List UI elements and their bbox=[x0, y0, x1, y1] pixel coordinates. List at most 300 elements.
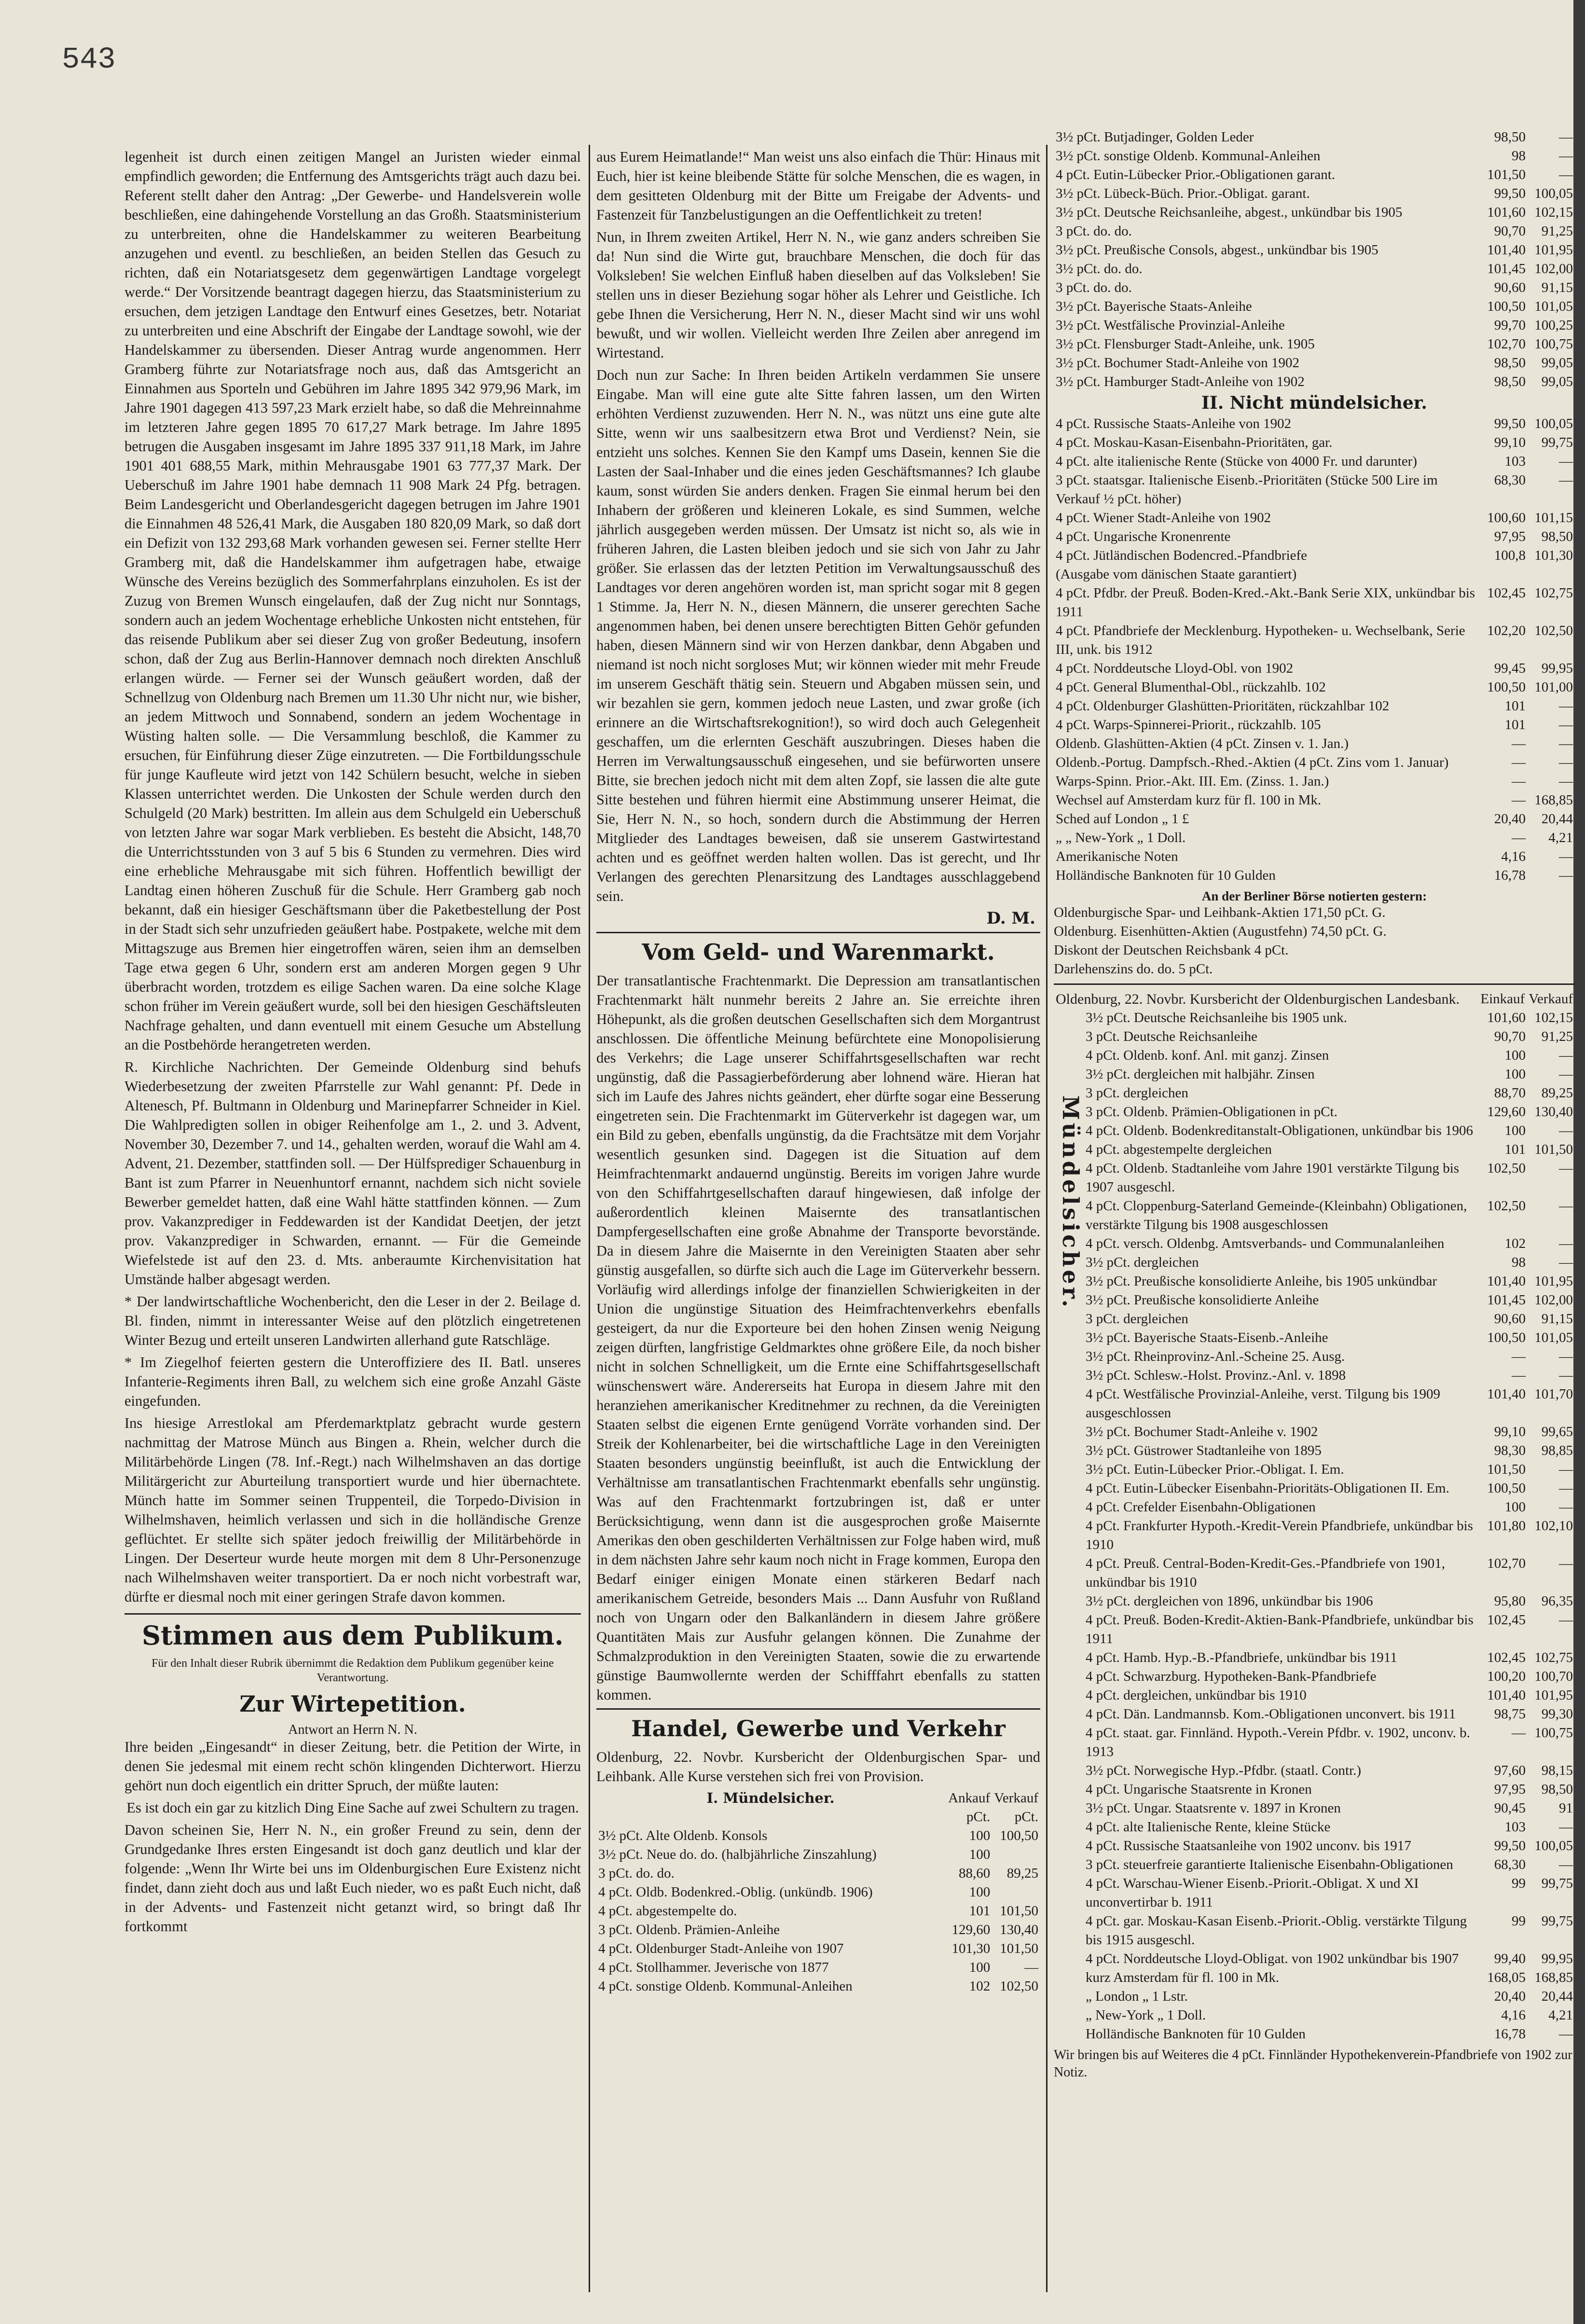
price-sell: — bbox=[1559, 1462, 1573, 1477]
price-buy: 101,60 bbox=[1487, 1010, 1526, 1025]
price-sell: 98,50 bbox=[1541, 529, 1573, 544]
article-notary: legenheit ist durch einen zeitigen Mangel an Juristen wieder einmal empfindlich geworden; die Entfernung des Amtsgerichts trägt auch dazu bei. Referent stellt daher den Antrag: „Der Gewerbe- und Handelsverein wolle beschließen, eine dahingehende Vorstellung an das Großh. Staatsministerium zu unterbreiten, ohne die Handelskammer zu weiteren Bearbeitung anzugehen und eventl. zu beschließen, an beiden Stellen das Gesuch zu richten, daß ein Notariatsgesetz dem gegenwärtigen Landtage vorgelegt werde.“ Der Vorsitzende beantragt dagegen hierzu, das Staatsministerium zu ersuchen, dem jetzigen Landtage den Entwurf eines Gesetzes, betr. Notariat zu unterbreiten und eine Abschrift der Eingabe der Landtage sowohl, wie der Handelskammer zu übersenden. Dieser Antrag wurde angenommen. Herr Gramberg führte zur Notariatsfrage noch aus, daß das Amtsgericht an Einnahmen aus Sporteln und Gebühren im Jahre 1895 342 979,96 Mark, im Jahre 1901 dagegen 413 597,23 Mark erzielt habe, so daß die Mehreinnahme im letzteren Jahre gegen 1895 70 617,27 Mark betrage. Im Jahre 1895 betrugen die Ausgaben insgesamt im Jahre 1895 337 911,18 Mark, im Jahre 1901 401 688,55 Mark, mithin Mehrausgabe 1901 63 777,37 Mark. Der Ueberschuß im Jahre 1901 habe demnach 11 908 Mark 24 Pfg. betragen. Beim Landesgericht und Oberlandesgericht dagegen betrugen im Jahre 1901 die Einnahmen 48 526,41 Mark, die Ausgaben 180 820,09 Mark, so daß dort ein Defizit von 132 293,68 Mark vorhanden gewesen sei. Ferner stellte Herr Gramberg mit, daß die Handelskammer ihm aufgetragen habe, etwaige Wünsche des Vereins bezüglich des Sommerfahrplans einzuholen. Es ist der Zuzug von Bremen Wunsch eingelaufen, daß der Zug nicht nur Sonntags, sondern auch an jedem Wochentage erhebliche Unkosten nicht entstehen, für das reisende Publikum aber sei dieser Zug von großer Bedeutung, insofern schon, daß der Zug aus Berlin-Hannover demnach noch direkten Anschluß erlangen würde. — Ferner sei der Wunsch geäußert worden, daß der Schnellzug von Oldenburg nach Bremen um 11.30 Uhr nicht nur, wie bisher, an jedem Mittwoch und Sonnabend, sondern an jedem Wochentage in Wüsting halten solle. — Die Versammlung beschloß, die Kammer zu ersuchen, für Einführung dieser Züge einzutreten. — Die Fortbildungsschule für junge Kaufleute wird jetzt von 142 Schülern besucht, welche in sieben Klassen unterrichtet werden. Die Unkosten der Schule werden durch den Schulgeld (20 Mark) bestritten. Im allein aus dem Schulgeld ein Ueberschuß von letzten Jahre war sogar Mark verblieben. Es besteht die Absicht, 148,70 die Unterrichtsstunden von 3 auf 5 bis 6 Stunden zu vermehren. Dies wird eine erhebliche Mehrausgabe mit sich führen. Hoffentlich bewilligt der Landtag einen höheren Zuschuß für die Schule. Herr Gramberg gab noch bekannt, daß ein hiesiger Geschäftsmann über die Paketbestellung der Post in der Stadt sich sehr unzufrieden geäußert habe. Postpakete, welche mit dem Mittagszuge aus Bremen hier eingetroffen wären, seien ihm an demselben Tage etwa gegen 6 Uhr, sondern erst am anderen Morgen gegen 9 Uhr überbracht worden, trotzdem es eilige Sachen waren. Da eine solche Klage schon früher im Verein geäußert wurde, soll bei den hiesigen Geschäftsleuten Nachfrage gehalten, und dann eventuell mit einem Gesuche um Abstellung an die Postbehörde herangetreten werden. bbox=[124, 149, 581, 1053]
security-name: 4 pCt. staat. gar. Finnländ. Hypoth.-Verein Pfdbr. v. 1902, unconv. b. 1913 bbox=[1086, 1725, 1470, 1759]
price-sell: — bbox=[1559, 2026, 1573, 2042]
price-sell: 130,40 bbox=[1534, 1104, 1573, 1120]
market-row bbox=[1084, 1328, 1575, 1347]
security-name: 4 pCt. Preuß. Central-Boden-Kredit-Ges.-Pfandbriefe von 1901, unkündbar bis 1910 bbox=[1086, 1556, 1445, 1590]
market-table-mid bbox=[1054, 415, 1575, 885]
market-row bbox=[1054, 316, 1575, 335]
market-row bbox=[1084, 1855, 1575, 1874]
security-name: 3½ pCt. Neue do. do. (halbjährliche Zinszahlung) bbox=[598, 1847, 877, 1862]
price-sell: — bbox=[1559, 1499, 1573, 1515]
price-buy: 100,8 bbox=[1494, 548, 1526, 563]
market-row bbox=[1054, 716, 1575, 734]
price-sell: 91,15 bbox=[1541, 280, 1573, 295]
petition-para-1: Ihre beiden „Eingesandt“ in dieser Zeitung, betr. die Petition der Wirte, in denen Sie jedesmal mit einem recht schön klingenden Dichterwort. Hierzu gehört nun doch eigentlich ein dritter Spruch, der müßte lauten: bbox=[124, 1739, 581, 1794]
price-buy: 102,45 bbox=[1487, 1650, 1526, 1665]
price-buy: 100 bbox=[969, 1828, 991, 1843]
footnote: Wir bringen bis auf Weiteres die 4 pCt. Finnländer Hypothekenverein-Pfandbriefe von 1902 zur Notiz. bbox=[1054, 2047, 1572, 2080]
price-buy: 98,50 bbox=[1494, 374, 1526, 389]
security-name: 3½ pCt. Bayerische Staats-Anleihe bbox=[1056, 299, 1252, 314]
security-name: 3 pCt. Oldenb. Prämien-Obligationen in pCt. bbox=[1086, 1104, 1337, 1120]
market-unit-buy: pCt. bbox=[966, 1809, 991, 1825]
price-buy: 100,20 bbox=[1487, 1669, 1526, 1684]
market-row bbox=[1084, 1385, 1575, 1423]
security-name: „ London „ 1 Lstr. bbox=[1086, 1989, 1188, 2004]
price-sell bbox=[992, 1845, 1040, 1864]
price-sell: — bbox=[1024, 1960, 1038, 1975]
price-sell: — bbox=[1559, 774, 1573, 789]
security-name: 3½ pCt. Deutsche Reichsanleihe, abgest., unkündbar bis 1905 bbox=[1056, 205, 1403, 220]
price-buy: 101,30 bbox=[951, 1941, 991, 1956]
price-buy: 101,40 bbox=[1487, 1688, 1526, 1703]
market-row bbox=[1084, 1648, 1575, 1667]
security-name: 4 pCt. Eutin-Lübecker Eisenbahn-Prioritäts-Obligationen II. Em. bbox=[1086, 1480, 1449, 1496]
price-buy: 100 bbox=[1504, 1499, 1526, 1515]
market-row bbox=[1054, 241, 1575, 260]
security-name: 3½ pCt. Güstrower Stadtanleihe von 1895 bbox=[1086, 1443, 1322, 1458]
market-row bbox=[1084, 1441, 1575, 1460]
price-buy: 102,70 bbox=[1487, 336, 1526, 352]
market-row bbox=[1054, 354, 1575, 373]
market-row bbox=[596, 1845, 1040, 1864]
price-buy: 90,45 bbox=[1494, 1800, 1526, 1816]
security-name: 4 pCt. General Blumenthal-Obl., rückzahlb. 102 bbox=[1056, 679, 1326, 695]
price-buy: 101,50 bbox=[1487, 167, 1526, 182]
price-sell: 99,05 bbox=[1541, 374, 1573, 389]
security-name: 4 pCt. Hamb. Hyp.-B.-Pfandbriefe, unkündbar bis 1911 bbox=[1086, 1650, 1397, 1665]
price-buy: 103 bbox=[1504, 454, 1526, 469]
market-row bbox=[1084, 1423, 1575, 1441]
security-name: 4 pCt. Jütländischen Bodencred.-Pfandbriefe bbox=[1056, 548, 1308, 563]
market-row bbox=[1084, 1667, 1575, 1686]
market-row bbox=[1084, 1291, 1575, 1310]
price-buy: 98,50 bbox=[1494, 129, 1526, 145]
column-2 bbox=[596, 147, 1040, 2295]
security-name: 4 pCt. Norddeutsche Lloyd-Obligat. von 1902 unkündbar bis 1907 bbox=[1086, 1951, 1459, 1966]
price-sell: 168,85 bbox=[1534, 1970, 1573, 1985]
price-sell: — bbox=[1559, 148, 1573, 164]
heading-trade: Handel, Gewerbe und Verkehr bbox=[631, 1715, 1006, 1742]
price-buy: 98 bbox=[1512, 148, 1526, 164]
price-sell: 101,00 bbox=[1534, 679, 1573, 695]
market-row bbox=[1084, 1479, 1575, 1498]
price-sell: 100,75 bbox=[1534, 336, 1573, 352]
petition-para-2: Davon scheinen Sie, Herr N. N., ein großer Freund zu sein, denn der Grundgedanke Ihres ersten Eingesandt ist doch ganz deutlich und klar der folgende: „Wenn Ihr Wirte bei uns im Oldenburgischen Eure Existenz nicht findet, dann zieht doch aus und laßt Euch nieder, wo es paßt Euch nicht, daß in der Advents- und Fastenzeit nicht getanzt wird, so bringt daß Ihr fortkommt bbox=[124, 1822, 581, 1935]
price-sell: — bbox=[1559, 129, 1573, 145]
security-name: 3½ pCt. Preußische Consols, abgest., unkündbar bis 1905 bbox=[1056, 242, 1378, 258]
price-buy: 68,30 bbox=[1494, 472, 1526, 488]
price-buy: 97,95 bbox=[1494, 1782, 1526, 1797]
market-row bbox=[1084, 2025, 1575, 2044]
security-name: 4 pCt. Dän. Landmannsb. Kom.-Obligationen unconvert. bis 1911 bbox=[1086, 1706, 1456, 1722]
market-row bbox=[1084, 1592, 1575, 1611]
security-name: 3½ pCt. Hamburger Stadt-Anleihe von 1902 bbox=[1056, 374, 1305, 389]
article-church-news: R. Kirchliche Nachrichten. Der Gemeinde Oldenburg sind behufs Wiederbesetzung der zweiten Pfarrstelle zur Wahl genannt: Pf. Dede in Altenesch, Pf. Bultmann in Oldenburg und Marinepfarrer Schneider in Kiel. Die Wahlpredigten sollen in obiger Reihenfolge am 1., 2. und 3. Advent, November 30, Dezember 7. und 14., gehalten werden, worauf die Wahl am 4. Advent, 21. Dezember, stattfinden soll. — Der Hülfsprediger Schauenburg in Bant ist zum Pfarrer in Neuenhuntorf ernannt, nachdem sich nicht soviele Bewerber gemeldet hatten, daß eine Wahl hätte stattfinden können. — Zum prov. Vakanzprediger in Feddewarden ist der Kandidat Deetjen, der jetzt prov. Vakanzprediger in Schwarden, ernannt. — Für die Gemeinde Wiefelstede ist auf den 23. d. Mts. anberaumte Kirchenvisitation hat Umstände halber abgesagt werden. bbox=[124, 1059, 581, 1287]
price-sell: — bbox=[1559, 1198, 1573, 1214]
security-name: 3 pCt. steuerfreie garantierte Italienische Eisenbahn-Obligationen bbox=[1086, 1857, 1453, 1872]
market-table-top bbox=[1054, 128, 1575, 391]
market-row bbox=[1054, 622, 1575, 659]
price-sell: 91,25 bbox=[1541, 223, 1573, 239]
market-row bbox=[1054, 222, 1575, 241]
section-divider bbox=[124, 1613, 581, 1615]
security-name: 3½ pCt. Norwegische Hyp.-Pfdbr. (staatl. Contr.) bbox=[1086, 1763, 1362, 1778]
article-freight-market: Der transatlantische Frachtenmarkt. Die Depression am transatlantischen Frachtenmarkt hält nunmehr bereits 2 Jahre an. Sie erreichte ihren Höhepunkt, als die großen deutschen Gesellschaften sich dem Morgantrust anschlossen. Die öffentliche Meinung befürchtete eine Monopolisierung des Verkehrs; die Lage unserer Schiffahrtsgesellschaften war recht ungünstig, daß die Passagierbeförderung aber lohnend wäre. Hieran hat sich im Laufe des Jahres nichts geändert, eher dürfte sogar eine Besserung eingetreten sein. Die Frachtenmarkt im Güterverkehr ist dagegen war, um ein Bild zu geben, ebenfalls ungünstig, da die Frachtsätze mit dem Vorjahr wesentlich gesunken sind. Dagegen ist die Situation auf dem Heimfrachtenmarkt andauernd ungünstig. Bereits im vorigen Jahre wurde von den Schiffahrtgesellschaften darauf hingewiesen, daß infolge der außerordentlich kleinen Maisernte des transatlantischen Dampfergesellschaften eine große Abnahme der Transporte bevorstände. Da in diesem Jahre die Maisernte in den Vereinigten Staaten aber sehr günstig ausgefallen, so dürfte sich auch die Lage im Güterverkehr bessern. Vorläufig wird allerdings infolge der finanziellen Schwierigkeiten in der Union die ungünstige Situation des Heimfrachtenverkehrs ebenfalls gesteigert, da nur die Exporteure bei den hohen Zinsen wenig Neigung zeigen dürften, langfristige Geldmarktes ohne größere Eile, da noch bisher nicht in solchen Schnelligkeit, um die Ernte eine Schiffahrtsgesellschaft wünschenswert wäre. Andererseits hat Europa in diesem Jahre mit den heranziehen amerikanischer Kreditnehmer zu rechnen, da die Vereinigten Staaten selbst die eigenen Ernte genügend Vorräte vorhanden sind. Der Streik der Kohlenarbeiter, bei die wirtschaftliche Lage in den Vereinigten Staaten besonders ungünstig beeinflußt, ist auch die Entwicklung der Verhältnisse am transatlantischen Frachtenmarkt ebenfalls sehr ungünstig. Was auf den Frachtenmarkt fortzubringen ist, daß er unter Berücksichtigung, wenn dann ist die ausgesprochen große Maisernte Amerikas den oben geschilderten Verhältnissen zur Folge haben wird, muß in dem nächsten Jahre sehr kaum noch nicht in Frage kommen, Europa den Bedarf einiger einigen Monate einen stärkeren Bedarf nach amerikanischem Getreide, besonders Mais ... Dann Ausfuhr von Rußland noch von Ungarn oder den Balkanländern in diesem Jahre größere Quantitäten Mais zur Ausfuhr gelangen können. Die Zunahme der Schmalzproduktion in den Vereinigten Staaten, sowie die zu erwartende günstige Baumwollernte werden der Schifffahrt ebenfalls zu statten kommen. bbox=[596, 972, 1040, 1703]
price-sell: 20,44 bbox=[1541, 1989, 1573, 2004]
section-note: Für den Inhalt dieser Rubrik übernimmt die Redaktion dem Publikum gegenüber keine Verantwortung. bbox=[152, 1657, 554, 1684]
security-name: 4 pCt. alte Italienische Rente, kleine Stücke bbox=[1086, 1819, 1331, 1835]
price-buy: 99,10 bbox=[1494, 1424, 1526, 1439]
price-buy: 100 bbox=[969, 1884, 991, 1900]
security-name: 4 pCt. Russische Staatsanleihe von 1902 unconv. bis 1917 bbox=[1086, 1838, 1411, 1854]
berlin-row: Darlehenszins do. do. 5 pCt. bbox=[1054, 961, 1213, 977]
security-name: 4 pCt. dergleichen, unkündbar bis 1910 bbox=[1086, 1688, 1307, 1703]
market-row bbox=[1084, 1968, 1575, 1987]
market-row bbox=[1084, 1366, 1575, 1385]
price-sell: — bbox=[1559, 1480, 1573, 1496]
market-row bbox=[1054, 697, 1575, 716]
market-row bbox=[1084, 1027, 1575, 1046]
price-buy: 88,70 bbox=[1494, 1085, 1526, 1101]
price-sell: 102,75 bbox=[1534, 1650, 1573, 1665]
price-buy: 102,20 bbox=[1487, 623, 1526, 638]
market-row bbox=[1084, 1234, 1575, 1253]
price-buy: 101 bbox=[1504, 717, 1526, 733]
security-name: 3½ pCt. dergleichen mit halbjähr. Zinsen bbox=[1086, 1066, 1315, 1082]
price-buy: — bbox=[1512, 736, 1526, 751]
market-row bbox=[1084, 1705, 1575, 1724]
price-buy: 101,50 bbox=[1487, 1462, 1526, 1477]
market-row bbox=[1054, 260, 1575, 278]
price-buy: 102,45 bbox=[1487, 585, 1526, 601]
price-sell: 102,75 bbox=[1534, 585, 1573, 601]
price-buy: 101 bbox=[969, 1903, 991, 1919]
kurs-header-buy: Einkauf bbox=[1480, 991, 1525, 1007]
sidebar-label-wrap bbox=[1054, 1009, 1084, 2044]
price-buy: 99,50 bbox=[1494, 416, 1526, 431]
security-name: 3 pCt. do. do. bbox=[1056, 223, 1132, 239]
market-row bbox=[1054, 415, 1575, 433]
page-edge bbox=[1573, 0, 1585, 2324]
price-sell: 101,95 bbox=[1534, 1688, 1573, 1703]
price-buy: 100,50 bbox=[1487, 1330, 1526, 1345]
market-row bbox=[1054, 147, 1575, 166]
market-row bbox=[1084, 1554, 1575, 1592]
price-buy: 99,45 bbox=[1494, 661, 1526, 676]
security-name: 4 pCt. Westfälische Provinzial-Anleihe, verst. Tilgung bis 1909 ausgeschlossen bbox=[1086, 1386, 1440, 1421]
price-sell: 100,25 bbox=[1534, 318, 1573, 333]
market-header-buy: Ankauf bbox=[948, 1790, 991, 1806]
security-name: 3½ pCt. sonstige Oldenb. Kommunal-Anleihen bbox=[1056, 148, 1321, 164]
market-table-1 bbox=[596, 1789, 1040, 1996]
price-buy: 20,40 bbox=[1494, 1989, 1526, 2004]
price-sell: 102,15 bbox=[1534, 1010, 1573, 1025]
article-weekly-report: * Der landwirtschaftliche Wochenbericht, den die Leser in der 2. Beilage d. Bl. finden, nimmt in interessanter Weise auf den plötzlich eingetretenen Winter Bezug und erteilt unseren Landwirten allerhand gute Ratschläge. bbox=[124, 1293, 581, 1348]
price-sell bbox=[1528, 565, 1575, 584]
security-name: 4 pCt. Oldenb. konf. Anl. mit ganzj. Zinsen bbox=[1086, 1048, 1329, 1063]
signature: D. M. bbox=[986, 909, 1035, 928]
market-row bbox=[1054, 659, 1575, 678]
price-sell: — bbox=[1559, 1236, 1573, 1251]
price-buy: 16,78 bbox=[1494, 2026, 1526, 2042]
security-name: 3½ pCt. Ungar. Staatsrente v. 1897 in Kronen bbox=[1086, 1800, 1341, 1816]
market-row bbox=[1054, 866, 1575, 885]
price-sell: 102,15 bbox=[1534, 205, 1573, 220]
market-section-title: I. Mündelsicher. bbox=[706, 1790, 835, 1806]
section-heading-public: Stimmen aus dem Publikum. bbox=[142, 1620, 564, 1651]
price-sell: — bbox=[1559, 868, 1573, 883]
market-table-bottom bbox=[1084, 1009, 1575, 2044]
market-row bbox=[1084, 1611, 1575, 1648]
market-row bbox=[1084, 1498, 1575, 1517]
berlin-row: Oldenburg. Eisenhütten-Aktien (Augustfehn) 74,50 pCt. G. bbox=[1054, 924, 1387, 939]
price-sell: 100,05 bbox=[1534, 416, 1573, 431]
market-row bbox=[1084, 1761, 1575, 1780]
price-sell: 102,50 bbox=[1000, 1978, 1038, 1994]
market-unit-sell: pCt. bbox=[1014, 1809, 1038, 1825]
security-name: 4 pCt. sonstige Oldenb. Kommunal-Anleihen bbox=[598, 1978, 853, 1994]
page-number: 543 bbox=[62, 42, 116, 77]
kurs-header-sell: Verkauf bbox=[1529, 991, 1573, 1007]
price-sell: 101,50 bbox=[1534, 1142, 1573, 1157]
price-buy: 100 bbox=[969, 1960, 991, 1975]
price-sell: — bbox=[1559, 1349, 1573, 1364]
price-sell: — bbox=[1559, 1066, 1573, 1082]
market-row bbox=[1054, 166, 1575, 184]
security-name: 3½ pCt. Schlesw.-Holst. Provinz.-Anl. v. 1898 bbox=[1086, 1368, 1346, 1383]
price-buy: 102,45 bbox=[1487, 1612, 1526, 1628]
price-buy: 102 bbox=[1504, 1236, 1526, 1251]
price-sell: — bbox=[1559, 1556, 1573, 1571]
market-row bbox=[596, 1958, 1040, 1977]
price-buy: 129,60 bbox=[951, 1922, 991, 1937]
market-row bbox=[596, 1864, 1040, 1883]
security-name: 4 pCt. Oldenburger Glashütten-Prioritäten, rückzahlbar 102 bbox=[1056, 698, 1390, 714]
security-name: 3½ pCt. Bayerische Staats-Eisenb.-Anleihe bbox=[1086, 1330, 1328, 1345]
market-row bbox=[1084, 1121, 1575, 1140]
price-sell: 102,00 bbox=[1534, 1292, 1573, 1308]
market-row bbox=[1084, 1987, 1575, 2006]
price-sell: — bbox=[1559, 1255, 1573, 1270]
price-buy: 100 bbox=[969, 1847, 991, 1862]
price-sell: 101,95 bbox=[1534, 1273, 1573, 1289]
petition-cont-2: Nun, in Ihrem zweiten Artikel, Herr N. N., wie ganz anders schreiben Sie da! Nun sind die Wirte gut, brauchbare Menschen, die doch für das Volksleben! Sie welchen Einfluß haben dieselben auf das Volksleben! Sie stellen uns in dieser Beziehung sogar höher als Lehrer und Geistliche. Ich gebe Ihnen die Versicherung, Herr N. N., dieser Macht sind wir uns wohl bewußt, und wir wollen. Vielleicht werden Ihre Zeilen aber anregend im Wirtestand. bbox=[596, 229, 1040, 361]
security-name: 3 pCt. dergleichen bbox=[1086, 1311, 1188, 1327]
section-divider-4 bbox=[1054, 983, 1575, 985]
market-row bbox=[1084, 1686, 1575, 1705]
price-sell: 130,40 bbox=[1000, 1922, 1038, 1937]
petition-verse: Es ist doch ein gar zu kitzlich Ding Eine Sache auf zwei Schultern zu tragen. bbox=[126, 1799, 579, 1816]
sub-heading-petition: Zur Wirtepetition. bbox=[239, 1691, 466, 1717]
price-sell: — bbox=[1559, 717, 1573, 733]
security-name: 4 pCt. Pfandbriefe der Mecklenburg. Hypotheken- u. Wechselbank, Serie III, unk. bis 1912 bbox=[1056, 623, 1465, 657]
security-name: 3½ pCt. Lübeck-Büch. Prior.-Obligat. garant. bbox=[1056, 186, 1310, 201]
price-sell: 101,70 bbox=[1534, 1386, 1573, 1402]
price-buy: 90,70 bbox=[1494, 1029, 1526, 1044]
price-sell: 100,05 bbox=[1534, 186, 1573, 201]
price-buy: 101,80 bbox=[1487, 1518, 1526, 1534]
price-buy: 99,70 bbox=[1494, 318, 1526, 333]
price-buy: 90,60 bbox=[1494, 280, 1526, 295]
price-sell: 101,95 bbox=[1534, 242, 1573, 258]
market-row bbox=[596, 1921, 1040, 1939]
price-sell: — bbox=[1559, 454, 1573, 469]
section-not-trustee: II. Nicht mündelsicher. bbox=[1201, 393, 1427, 413]
security-name: 4 pCt. abgestempelte do. bbox=[598, 1903, 737, 1919]
price-buy bbox=[1480, 565, 1528, 584]
price-buy: 101,40 bbox=[1487, 1273, 1526, 1289]
price-sell: — bbox=[1559, 1612, 1573, 1628]
market-row bbox=[1054, 278, 1575, 297]
security-name: 4 pCt. abgestempelte dergleichen bbox=[1086, 1142, 1272, 1157]
security-name: 4 pCt. Oldenb. Stadtanleihe vom Jahre 1901 verstärkte Tilgung bis 1907 ausgeschl. bbox=[1086, 1161, 1460, 1195]
price-buy: 88,60 bbox=[958, 1866, 991, 1881]
kurs-header-table bbox=[1054, 990, 1575, 1009]
price-sell: 100,70 bbox=[1534, 1669, 1573, 1684]
security-name: 4 pCt. Eutin-Lübecker Prior.-Obligationen garant. bbox=[1056, 167, 1336, 182]
price-sell bbox=[992, 1883, 1040, 1902]
price-sell: 99,05 bbox=[1541, 355, 1573, 371]
market-row bbox=[1054, 452, 1575, 471]
market-header-sell: Verkauf bbox=[994, 1790, 1038, 1806]
price-sell: 98,15 bbox=[1541, 1763, 1573, 1778]
market-row bbox=[1084, 1799, 1575, 1818]
price-buy: — bbox=[1512, 1368, 1526, 1383]
market-row bbox=[1054, 509, 1575, 527]
price-sell: 99,75 bbox=[1541, 1876, 1573, 1891]
price-buy: 101,45 bbox=[1487, 1292, 1526, 1308]
kurs-intro: Oldenburg, 22. Novbr. Kursbericht der Oldenburgischen Landesbank. bbox=[1056, 991, 1460, 1007]
price-sell: 168,85 bbox=[1534, 792, 1573, 808]
market-row bbox=[1084, 1065, 1575, 1084]
price-buy: 99 bbox=[1512, 1876, 1526, 1891]
market-row bbox=[1054, 847, 1575, 866]
market-row bbox=[1084, 1197, 1575, 1234]
price-buy: 98,30 bbox=[1494, 1443, 1526, 1458]
security-name: 3 pCt. dergleichen bbox=[1086, 1085, 1188, 1101]
price-sell: 99,95 bbox=[1541, 1951, 1573, 1966]
price-sell: 102,00 bbox=[1534, 261, 1573, 277]
market-row bbox=[1054, 373, 1575, 391]
column-rule-2 bbox=[1046, 145, 1047, 2292]
security-name: Oldenb.-Portug. Dampfsch.-Rhed.-Aktien (4 pCt. Zins vom 1. Januar) bbox=[1056, 755, 1449, 770]
security-name: Holländische Banknoten für 10 Gulden bbox=[1056, 868, 1276, 883]
price-sell: — bbox=[1559, 1819, 1573, 1835]
price-buy: 101,60 bbox=[1487, 205, 1526, 220]
market-row bbox=[1084, 1912, 1575, 1950]
market-row bbox=[1054, 584, 1575, 622]
price-buy: 100 bbox=[1504, 1066, 1526, 1082]
price-buy: 99,50 bbox=[1494, 186, 1526, 201]
security-name: 3 pCt. do. do. bbox=[1056, 280, 1132, 295]
security-name: 3½ pCt. Bochumer Stadt-Anleihe v. 1902 bbox=[1086, 1424, 1318, 1439]
security-name: 4 pCt. Schwarzburg. Hypotheken-Bank-Pfandbriefe bbox=[1086, 1669, 1377, 1684]
security-name: 4 pCt. Preuß. Boden-Kredit-Aktien-Bank-Pfandbriefe, unkündbar bis 1911 bbox=[1086, 1612, 1474, 1646]
price-sell: — bbox=[1559, 1048, 1573, 1063]
price-sell: 101,15 bbox=[1534, 510, 1573, 526]
section-divider-2 bbox=[596, 932, 1040, 933]
market-row bbox=[1084, 1103, 1575, 1121]
security-name: 3½ pCt. Preußische konsolidierte Anleihe, bis 1905 unkündbar bbox=[1086, 1273, 1437, 1289]
market-row bbox=[1084, 1818, 1575, 1837]
price-sell: 91,15 bbox=[1541, 1311, 1573, 1327]
berlin-heading: An der Berliner Börse notierten gestern: bbox=[1201, 889, 1427, 903]
price-buy: 97,95 bbox=[1494, 529, 1526, 544]
security-name: 3 pCt. do. do. bbox=[598, 1866, 675, 1881]
price-sell: 99,75 bbox=[1541, 1913, 1573, 1929]
price-buy: — bbox=[1512, 830, 1526, 845]
market-row bbox=[1084, 1874, 1575, 1912]
petition-cont-3: Doch nun zur Sache: In Ihren beiden Artikeln verdammen Sie unsere Eingabe. Man will eine gute alte Sitte fahren lassen, um den Wirten erhöhten Verdienst zuzuwenden. Herr N. N., was nützt uns eine gute alte Sitte, wenn wir uns saalbesitzern etwa Brot und Verdienst? Nein, sie entzieht uns solches. Kennen Sie den Kampf ums Dasein, kennen Sie die Lasten der Saal-Inhaber und die eines jeden Geschäftsmannes? Ich glaube kaum, sonst würden Sie anders denken. Fragen Sie einmal herum bei den Inhabern der größeren und kleineren Lokale, es sind Summen, welche jährlich ausgegeben werden müssen. Der Umsatz ist nicht so, als wie in früheren Jahren, die Lasten bleiben jedoch und sie sich von Jahr zu Jahr größer. Sie erlassen das der letzten Petition im Verwaltungsausschuß des Landtages vor deren angehören worden ist, man spricht sogar mit 8 gegen 1 Stimme. Ja, Herr N. N., diesen Männern, die unserer gerechten Sache angenommen haben, bei denen unsere berechtigten Bitten Gehör gefunden haben, diesen Männern sind wir von Herzen dankbar, denn Abgaben und niemand ist noch nicht sorgloses Mut; wir können wieder mit mehr Freude im unserem Geschäft thätig sein. Steuern und Abgaben müssen sein, und wir bezahlen sie gern, kommen jedoch neue Lasten, und zwar große (ich erinnere an die Wirtschaftsrekognition!), so wird doch auch Gelegenheit geschaffen, um die erlernten Geschäft auszubringen. Dieses haben die Herren im Verwaltungsausschuß eingesehen, und sie befürworten unsere Bitte, sie brechen jedoch nicht mit dem alten Zopf, sie lassen die alte gute Sitte bestehen und führen hiermit eine Abstimmung unserer Heimat, die Sie, Herr N. N., so hoch, sondern durch die Abstimmung der Herren Mitglieder des Landtages beweisen, daß sie unserem Gastwirtestand achten und es geöffnet werden halten wollen. Das ist gerecht, und Ihr Verlangen des gerechten Plenarsitzung des Landtages ausschlaggebend sein. bbox=[596, 367, 1040, 904]
market-row bbox=[1084, 1084, 1575, 1103]
security-name: 3½ pCt. Deutsche Reichsanleihe bis 1905 unk. bbox=[1086, 1010, 1348, 1025]
security-name: 3½ pCt. Eutin-Lübecker Prior.-Obligat. I. Em. bbox=[1086, 1462, 1344, 1477]
price-buy: — bbox=[1512, 1725, 1526, 1741]
market-row bbox=[1084, 1253, 1575, 1272]
price-sell: 91 bbox=[1559, 1800, 1573, 1816]
column-rule-1 bbox=[589, 145, 590, 2292]
heading-money-market: Vom Geld- und Warenmarkt. bbox=[642, 939, 995, 965]
security-name: 3½ pCt. dergleichen von 1896, unkündbar bis 1906 bbox=[1086, 1593, 1373, 1609]
market-row bbox=[1054, 184, 1575, 203]
price-buy: 100 bbox=[1504, 1048, 1526, 1063]
price-buy: 4,16 bbox=[1501, 849, 1526, 864]
price-buy: 102,50 bbox=[1487, 1161, 1526, 1176]
section-divider-3 bbox=[596, 1708, 1040, 1710]
price-sell: — bbox=[1559, 472, 1573, 488]
security-name: 3½ pCt. Westfälische Provinzial-Anleihe bbox=[1056, 318, 1285, 333]
security-name: 4 pCt. Wiener Stadt-Anleihe von 1902 bbox=[1056, 510, 1271, 526]
market-row bbox=[1084, 1009, 1575, 1027]
price-sell: — bbox=[1559, 1368, 1573, 1383]
security-name: 3½ pCt. Flensburger Stadt-Anleihe, unk. 1905 bbox=[1056, 336, 1315, 352]
market-row bbox=[1054, 678, 1575, 697]
price-sell: 102,10 bbox=[1534, 1518, 1573, 1534]
price-sell: 99,30 bbox=[1541, 1706, 1573, 1722]
price-sell: 100,75 bbox=[1534, 1725, 1573, 1741]
price-buy: 102,70 bbox=[1487, 1556, 1526, 1571]
market-row bbox=[1084, 1460, 1575, 1479]
security-name: 4 pCt. Ungarische Kronenrente bbox=[1056, 529, 1231, 544]
market-row bbox=[1054, 203, 1575, 222]
price-sell: — bbox=[1559, 698, 1573, 714]
security-name: (Ausgabe vom dänischen Staate garantiert) bbox=[1056, 567, 1297, 582]
price-buy: 99,10 bbox=[1494, 435, 1526, 450]
market-row bbox=[1084, 1517, 1575, 1554]
price-sell: — bbox=[1559, 167, 1573, 182]
sub-address: Antwort an Herrn N. N. bbox=[288, 1722, 417, 1737]
price-buy: 99,50 bbox=[1494, 1838, 1526, 1854]
market-row bbox=[1084, 1347, 1575, 1366]
price-buy: 101,40 bbox=[1487, 1386, 1526, 1402]
security-name: 3½ pCt. Bochumer Stadt-Anleihe von 1902 bbox=[1056, 355, 1300, 371]
security-name: Wechsel auf Amsterdam kurz für fl. 100 in Mk. bbox=[1056, 792, 1322, 808]
price-buy: 101,40 bbox=[1487, 242, 1526, 258]
price-sell: 20,44 bbox=[1541, 811, 1573, 827]
price-sell: 91,25 bbox=[1541, 1029, 1573, 1044]
market-intro: Oldenburg, 22. Novbr. Kursbericht der Oldenburgischen Spar- und Leihbank. Alle Kurse verstehen sich frei von Provision. bbox=[596, 1749, 1040, 1784]
price-sell: — bbox=[1559, 849, 1573, 864]
price-buy: 100,50 bbox=[1487, 679, 1526, 695]
article-ziegelhof: * Im Ziegelhof feierten gestern die Unteroffiziere des II. Batl. unseres Infanterie-Regiments ihren Ball, zu welchem sich eine große Anzahl Gäste eingefunden. bbox=[124, 1354, 581, 1409]
security-name: Amerikanische Noten bbox=[1056, 849, 1178, 864]
price-buy: 102,50 bbox=[1487, 1198, 1526, 1214]
security-name: 4 pCt. versch. Oldenbg. Amtsverbands- und Communalanleihen bbox=[1086, 1236, 1445, 1251]
price-sell: 99,95 bbox=[1541, 661, 1573, 676]
price-buy: 20,40 bbox=[1494, 811, 1526, 827]
